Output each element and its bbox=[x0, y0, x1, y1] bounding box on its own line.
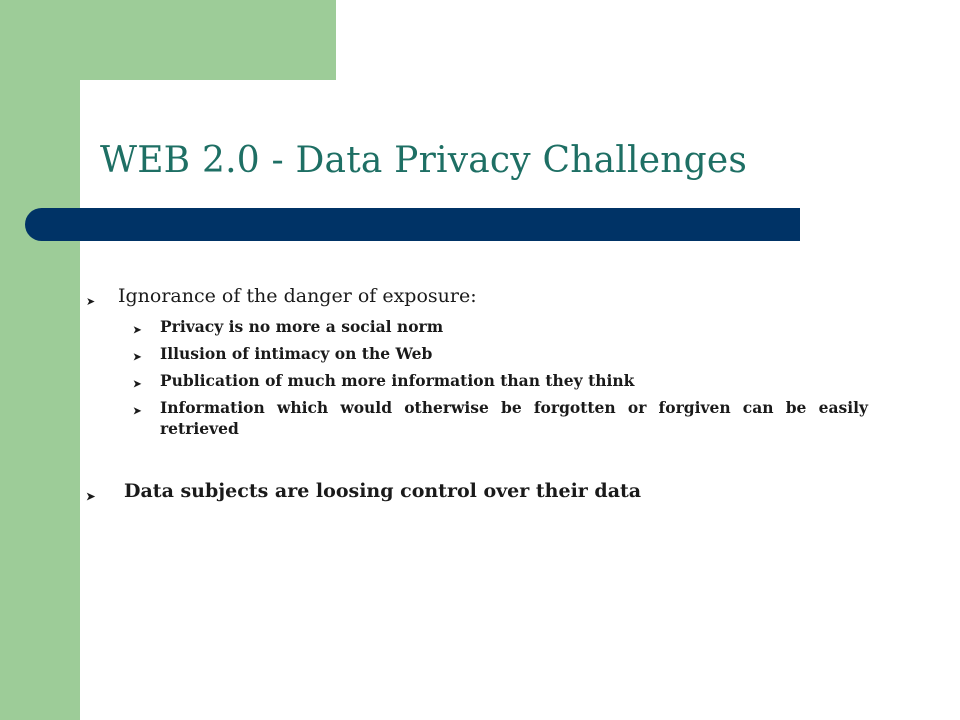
right-arrow-bullet-icon: ➤ bbox=[133, 406, 142, 417]
sub-bullet-text: Publication of much more information than they think bbox=[160, 371, 635, 390]
slide-title: WEB 2.0 - Data Privacy Challenges bbox=[100, 140, 748, 181]
sub-bullet-item bbox=[80, 370, 880, 391]
sub-bullet-text: Information which would otherwise be forgotten or forgiven can be easily retrieved bbox=[160, 398, 868, 438]
sub-bullet-item bbox=[80, 397, 880, 439]
bullet-text: Data subjects are loosing control over their data bbox=[124, 480, 642, 502]
right-arrow-bullet-icon: ➤ bbox=[133, 325, 142, 336]
right-arrow-bullet-icon: ➤ bbox=[133, 379, 142, 390]
sub-bullet-item bbox=[80, 316, 880, 337]
bullet-item bbox=[80, 477, 880, 505]
bullet-text: Ignorance of the danger of exposure: bbox=[118, 285, 477, 307]
right-arrow-bullet-icon: ➤ bbox=[86, 295, 96, 308]
right-arrow-bullet-icon: ➤ bbox=[133, 352, 142, 363]
sub-bullet-text: Illusion of intimacy on the Web bbox=[160, 344, 433, 363]
green-left-panel bbox=[0, 0, 80, 720]
bullet-list bbox=[80, 282, 880, 505]
bullet-item bbox=[80, 282, 880, 310]
sub-bullet-text: Privacy is no more a social norm bbox=[160, 317, 444, 336]
right-arrow-bullet-icon: ➤ bbox=[86, 490, 96, 503]
title-bar bbox=[60, 208, 800, 241]
sub-bullet-item bbox=[80, 343, 880, 364]
